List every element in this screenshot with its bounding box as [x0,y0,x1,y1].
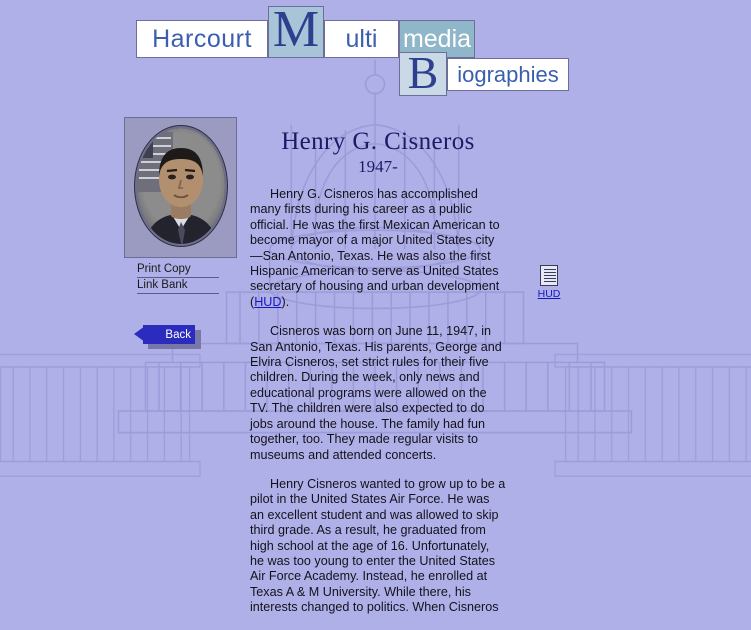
paragraph-2: Cisneros was born on June 11, 1947, in San Antonio, Texas. His parents, George and Elvira Cisneros, set strict rules for their five children. During the week, only news and educational programs were allowed on the TV. The children were also expected to do jobs around the house. The family had fun together, too. They made regular visits to museums and attended concerts. [250,324,502,462]
back-button-body [143,325,195,344]
document-icon [540,265,558,286]
biography-article [250,128,506,630]
hud-resource-link[interactable] [535,265,563,300]
masthead-m-initial: M [268,6,324,58]
back-button-label: Back [165,328,191,341]
paragraph-1 [250,187,506,310]
masthead-ulti: ulti [324,20,399,58]
hud-link-label: HUD [537,288,561,300]
masthead-b-initial: B [399,52,447,96]
paragraph-1-text: Henry G. Cisneros has accomplished many firsts during his career as a public official. He was the first Mexican American to become mayor of a major United States city—San Antonio, Texas. He was also the first Hispanic American to serve as United States secretary of housing and urban development ( [250,187,500,309]
masthead-harcourt: Harcourt [136,20,268,58]
paragraph-3: Henry Cisneros wanted to grow up to be a pilot in the United States Air Force. He was an excellent student and was allowed to skip third grade. As a result, he graduated from high school at the age of 16. Unfortunately, he was too young to enter the United States Air Force Academy. Instead, he enrolled at Texas A & M University. While there, his interests changed to politics. When Cisneros [250,476,506,615]
portrait-photo [124,117,237,258]
masthead-iographies: iographies [447,58,569,91]
back-button[interactable] [143,325,201,349]
page-title: Henry G. Cisneros [281,128,475,155]
link-bank-link[interactable]: Link Bank [137,278,219,294]
hud-inline-link[interactable]: HUD [254,294,282,309]
print-copy-link[interactable]: Print Copy [137,262,219,278]
left-nav-links [137,262,219,294]
masthead-media: media [399,20,475,58]
paragraph-1-tail: ). [281,294,290,309]
back-arrow-icon [134,326,145,342]
masthead [0,0,751,105]
life-dates: 1947- [358,157,398,176]
